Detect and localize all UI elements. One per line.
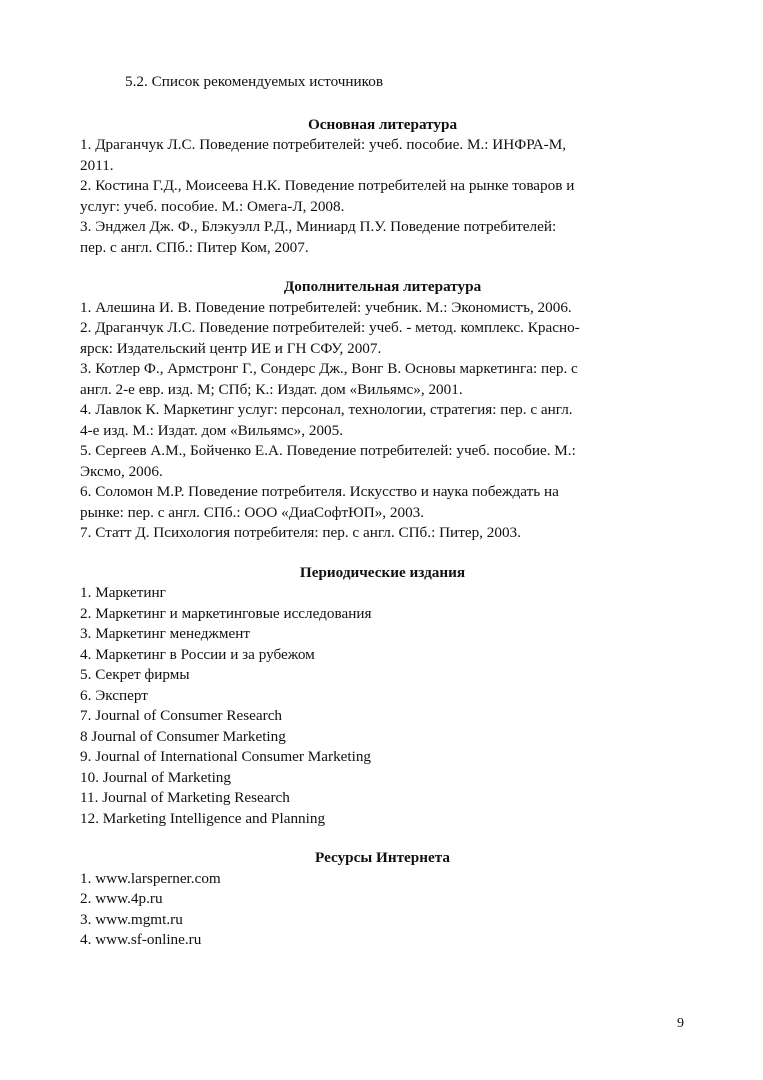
list-item: 8 Journal of Consumer Marketing — [80, 727, 286, 745]
periodicals-list — [80, 583, 685, 829]
internet-resources-list — [80, 869, 685, 951]
document-page — [80, 72, 685, 970]
main-literature-heading: Основная литература — [307, 115, 458, 133]
section-title: 5.2. Список рекомендуемых источников — [125, 73, 384, 90]
list-item: 3. www.mgmt.ru — [80, 910, 183, 928]
periodicals-heading: Периодические издания — [299, 563, 466, 581]
internet-resources-heading: Ресурсы Интернета — [315, 849, 450, 866]
list-item: 10. Journal of Marketing — [80, 768, 231, 786]
additional-literature-section — [80, 277, 685, 544]
list-item: 1. www.larsperner.com — [80, 869, 221, 887]
list-item: 1. Алешина И. В. Поведение потребителей: учебник. М.: Экономистъ, 2006. — [80, 298, 572, 316]
list-item: 7. Journal of Consumer Research — [80, 707, 283, 724]
list-item: 5. Секрет фирмы — [80, 666, 190, 683]
list-item: 4. Лавлок К. Маркетинг услуг: персонал, технологии, стратегия: пер. с англ. 4-е изд. М.: Издат. дом «Вильямс», 2005. — [80, 401, 573, 439]
list-item: 2. Костина Г.Д., Моисеева Н.К. Поведение потребителей на рынке товаров и услуг: учеб. пособие. М.: Омега-Л, 2008. — [80, 177, 575, 215]
periodicals-section — [80, 563, 685, 830]
page-number: 9 — [677, 1016, 684, 1031]
list-item: 2. Драганчук Л.С. Поведение потребителей: учеб. - метод. комплекс. Красно- ярск: Издательский центр ИЕ и ГН СФУ, 2007. — [80, 319, 580, 357]
list-item: 6. Соломон М.Р. Поведение потребителя. Искусство и наука побеждать на рынке: пер. с англ. СПб.: ООО «ДиаСофтЮП», 2003. — [80, 483, 559, 521]
list-item: 2. Маркетинг и маркетинговые исследования — [80, 604, 372, 622]
list-item: 1. Драганчук Л.С. Поведение потребителей: учеб. пособие. М.: ИНФРА-М, 2011. — [80, 136, 567, 174]
main-literature-list — [80, 135, 685, 258]
main-literature-section — [80, 115, 685, 259]
list-item: 6. Эксперт — [80, 686, 148, 704]
list-item: 12. Marketing Intelligence and Planning — [80, 809, 326, 827]
additional-literature-heading: Дополнительная литература — [283, 278, 482, 295]
additional-literature-list — [80, 298, 685, 544]
list-item: 11. Journal of Marketing Research — [80, 789, 290, 806]
list-item: 4. www.sf-online.ru — [80, 931, 202, 948]
list-item: 3. Маркетинг менеджмент — [80, 625, 251, 642]
list-item: 4. Маркетинг в России и за рубежом — [80, 645, 315, 663]
list-item: 7. Статт Д. Психология потребителя: пер. с англ. СПб.: Питер, 2003. — [80, 524, 521, 541]
internet-resources-section — [80, 848, 685, 951]
list-item: 3. Котлер Ф., Армстронг Г., Сондерс Дж., Вонг В. Основы маркетинга: пер. с англ. 2-е евр. изд. М; СПб; К.: Издат. дом «Вильямс», 2001. — [80, 360, 578, 398]
list-item: 9. Journal of International Consumer Marketing — [80, 748, 372, 765]
list-item: 3. Энджел Дж. Ф., Блэкуэлл Р.Д., Миниард П.У. Поведение потребителей: пер. с англ. СПб.: Питер Ком, 2007. — [80, 218, 557, 256]
list-item: 2. www.4p.ru — [80, 890, 163, 907]
list-item: 5. Сергеев А.М., Бойченко Е.А. Поведение потребителей: учеб. пособие. М.: Эксмо, 2006. — [80, 442, 576, 480]
list-item: 1. Маркетинг — [80, 584, 166, 601]
